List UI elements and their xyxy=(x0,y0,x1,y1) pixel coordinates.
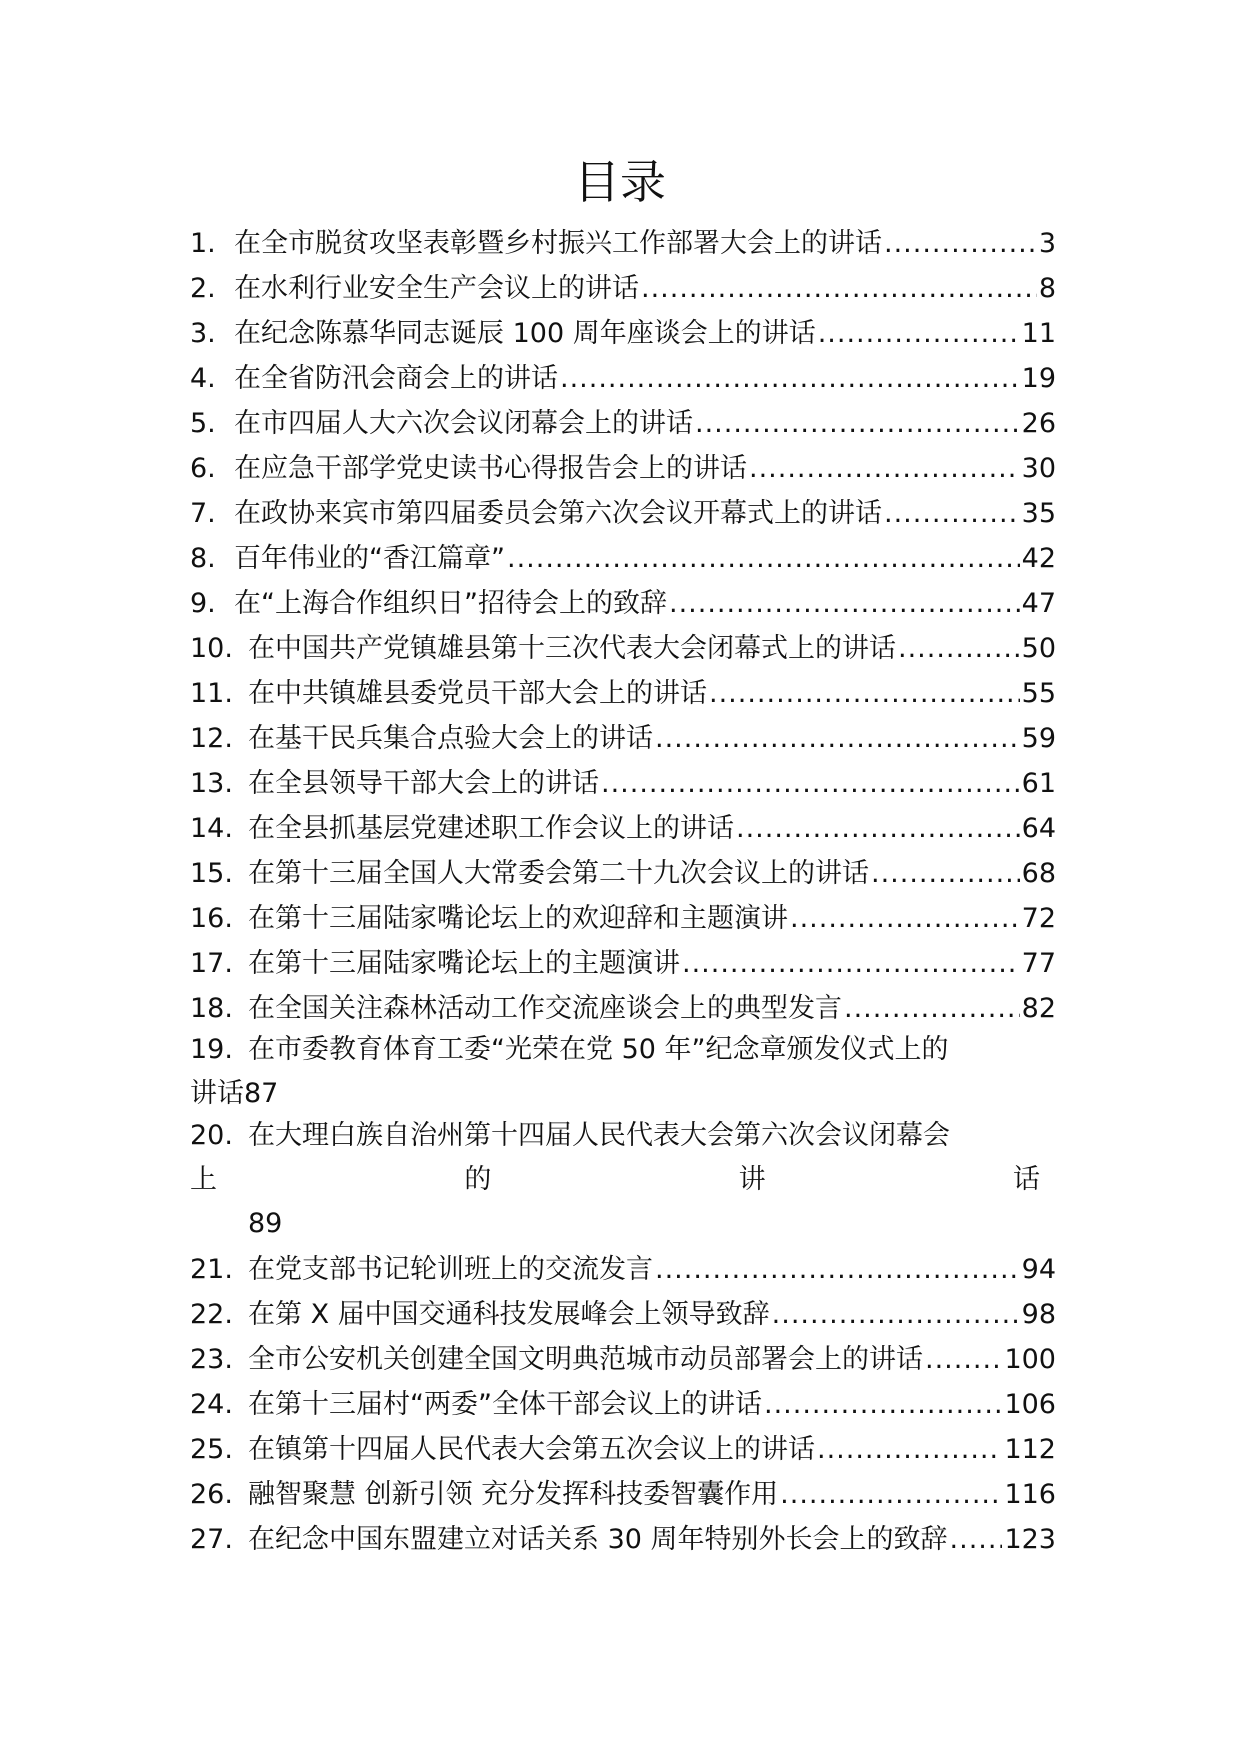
toc-entry[interactable] xyxy=(190,803,1056,848)
toc-entry[interactable] xyxy=(190,443,1056,488)
toc-leader-dots xyxy=(655,720,1020,758)
toc-entry-page: 100 xyxy=(1004,1344,1056,1375)
toc-leader-dots xyxy=(780,1476,1002,1514)
toc-entry-text: 在大理白族自治州第十四届人民代表大会第六次会议闭幕会 xyxy=(248,1120,950,1151)
toc-entry[interactable] xyxy=(190,1514,1056,1559)
toc-entry-number: 1. xyxy=(190,228,216,259)
toc-entry-19[interactable] xyxy=(190,1028,1040,1116)
toc-leader-dots xyxy=(764,1386,1002,1424)
toc-entry-number: 12. xyxy=(190,723,233,754)
toc-entry-page: 59 xyxy=(1021,723,1056,754)
toc-leader-dots xyxy=(749,450,1020,488)
toc-leader-dots xyxy=(884,225,1037,263)
toc-entry-text: 在第十三届陆家嘴论坛上的欢迎辞和主题演讲 xyxy=(248,903,788,934)
toc-leader-dots xyxy=(669,585,1020,623)
toc-leader-dots xyxy=(507,540,1020,578)
toc-entry[interactable] xyxy=(190,1469,1056,1514)
toc-entry-text: 在应急干部学党史读书心得报告会上的讲话 xyxy=(234,453,747,484)
toc-entry-text: 在全市脱贫攻坚表彰暨乡村振兴工作部署大会上的讲话 xyxy=(234,228,882,259)
toc-entry-number: 25. xyxy=(190,1434,233,1465)
toc-entry-text: 在第十三届全国人大常委会第二十九次会议上的讲话 xyxy=(248,858,869,889)
toc-entry-number: 27. xyxy=(190,1524,233,1555)
toc-entry[interactable] xyxy=(190,1289,1056,1334)
toc-entry-text: 在中国共产党镇雄县第十三次代表大会闭幕式上的讲话 xyxy=(248,633,896,664)
toc-entry-number: 20. xyxy=(190,1120,233,1151)
toc-entry-page: 89 xyxy=(248,1208,283,1239)
toc-entry[interactable] xyxy=(190,983,1056,1028)
toc-entry-page: 35 xyxy=(1021,498,1056,529)
toc-entry[interactable] xyxy=(190,263,1056,308)
toc-entry-text: 在市委教育体育工委“光荣在党 50 年”纪念章颁发仪式上的 xyxy=(248,1034,949,1065)
toc-entry-page: 30 xyxy=(1021,453,1056,484)
toc-entry-number: 2. xyxy=(190,273,216,304)
toc-entry-number: 9. xyxy=(190,588,216,619)
toc-entry[interactable] xyxy=(190,1334,1056,1379)
toc-leader-dots xyxy=(871,855,1020,893)
toc-entry-page: 50 xyxy=(1021,633,1056,664)
toc-entry[interactable] xyxy=(190,488,1056,533)
toc-entry-text: 全市公安机关创建全国文明典范城市动员部署会上的讲话 xyxy=(248,1344,923,1375)
toc-entry-text: 在基干民兵集合点验大会上的讲话 xyxy=(248,723,653,754)
toc-entry-number: 16. xyxy=(190,903,233,934)
toc-leader-dots xyxy=(844,990,1020,1028)
toc-entry-page: 82 xyxy=(1021,993,1056,1024)
toc-entry-number: 11. xyxy=(190,678,233,709)
toc-entry-text: 在全县抓基层党建述职工作会议上的讲话 xyxy=(248,813,734,844)
toc-entry-page: 106 xyxy=(1004,1389,1056,1420)
toc-entry[interactable] xyxy=(190,308,1056,353)
toc-leader-dots xyxy=(950,1521,1003,1559)
toc-entry-text: 在纪念陈慕华同志诞辰 100 周年座谈会上的讲话 xyxy=(234,318,816,349)
toc-entry-word: 话 xyxy=(1012,1164,1040,1195)
toc-entry-text: 在全省防汛会商会上的讲话 xyxy=(234,363,558,394)
toc-entry-page: 3 xyxy=(1038,228,1056,259)
toc-entry-text: 在“上海合作组织日”招待会上的致辞 xyxy=(234,588,667,619)
toc-entry-page: 11 xyxy=(1021,318,1056,349)
toc-entry-page: 98 xyxy=(1021,1299,1056,1330)
toc-entry-word: 上 xyxy=(190,1164,217,1195)
toc-entry-number: 18. xyxy=(190,993,233,1024)
toc-entry-text: 融智聚慧 创新引领 充分发挥科技委智囊作用 xyxy=(248,1479,779,1510)
toc-leader-dots xyxy=(818,315,1020,353)
toc-entry[interactable] xyxy=(190,398,1056,443)
toc-entry[interactable] xyxy=(190,938,1056,983)
toc-entry-number: 19. xyxy=(190,1034,233,1065)
toc-entry-page: 112 xyxy=(1004,1434,1056,1465)
toc-entry[interactable] xyxy=(190,353,1056,398)
toc-entry[interactable] xyxy=(190,578,1056,623)
toc-entry-text: 百年伟业的“香江篇章” xyxy=(234,543,505,574)
toc-leader-dots xyxy=(790,900,1020,938)
toc-entry-number: 13. xyxy=(190,768,233,799)
toc-leader-dots xyxy=(925,1341,1002,1379)
toc-entry-page: 116 xyxy=(1004,1479,1056,1510)
toc-entry-number: 8. xyxy=(190,543,216,574)
toc-entry-number: 6. xyxy=(190,453,216,484)
toc-entry-number: 7. xyxy=(190,498,216,529)
toc-entry-number: 24. xyxy=(190,1389,233,1420)
toc-entry-number: 23. xyxy=(190,1344,233,1375)
toc-leader-dots xyxy=(601,765,1020,803)
toc-entry-text: 在全县领导干部大会上的讲话 xyxy=(248,768,599,799)
toc-entry[interactable] xyxy=(190,533,1056,578)
toc-entry-page: 61 xyxy=(1021,768,1056,799)
toc-entry-text: 在全国关注森林活动工作交流座谈会上的典型发言 xyxy=(248,993,842,1024)
toc-entry-page: 26 xyxy=(1021,408,1056,439)
toc-leader-dots xyxy=(560,360,1020,398)
toc-entry[interactable] xyxy=(190,623,1056,668)
toc-entry-word: 讲 xyxy=(738,1164,766,1195)
toc-leader-dots xyxy=(736,810,1020,848)
toc-entry-text: 在中共镇雄县委党员干部大会上的讲话 xyxy=(248,678,707,709)
toc-entry-number: 10. xyxy=(190,633,233,664)
toc-entry[interactable] xyxy=(190,758,1056,803)
toc-entry[interactable] xyxy=(190,713,1056,758)
toc-entry-text: 在水利行业安全生产会议上的讲话 xyxy=(234,273,639,304)
toc-entry-number: 22. xyxy=(190,1299,233,1330)
toc-leader-dots xyxy=(772,1296,1020,1334)
toc-entry-page: 55 xyxy=(1021,678,1056,709)
toc-entry-text: 在镇第十四届人民代表大会第五次会议上的讲话 xyxy=(248,1434,815,1465)
toc-entry-page: 77 xyxy=(1021,948,1056,979)
toc-leader-dots xyxy=(695,405,1020,443)
toc-title: 目录 xyxy=(574,155,666,209)
toc-leader-dots xyxy=(641,270,1037,308)
toc-entry[interactable] xyxy=(190,668,1056,713)
toc-entry-number: 26. xyxy=(190,1479,233,1510)
toc-entry-page: 64 xyxy=(1021,813,1056,844)
toc-entry-text: 在市四届人大六次会议闭幕会上的讲话 xyxy=(234,408,693,439)
toc-entry[interactable] xyxy=(190,848,1056,893)
toc-entry-text: 在第 X 届中国交通科技发展峰会上领导致辞 xyxy=(248,1299,770,1330)
toc-entry-number: 3. xyxy=(190,318,216,349)
toc-leader-dots xyxy=(817,1431,1002,1469)
toc-entry-page: 94 xyxy=(1021,1254,1056,1285)
toc-entry[interactable] xyxy=(190,1379,1056,1424)
toc-entry-page: 123 xyxy=(1004,1524,1056,1555)
toc-entry-word: 的 xyxy=(464,1164,492,1195)
toc-entry-text: 在第十三届村“两委”全体干部会议上的讲话 xyxy=(248,1389,762,1420)
toc-entry[interactable] xyxy=(190,893,1056,938)
toc-entry-number: 5. xyxy=(190,408,216,439)
toc-entry-text: 在政协来宾市第四届委员会第六次会议开幕式上的讲话 xyxy=(234,498,882,529)
toc-entry-justified-line xyxy=(190,1158,1040,1202)
toc-entry-page: 19 xyxy=(1021,363,1056,394)
toc-entry-number: 4. xyxy=(190,363,216,394)
toc-entry-number: 15. xyxy=(190,858,233,889)
toc-entry-20[interactable] xyxy=(190,1114,1040,1246)
toc-entry-continuation: 讲话87 xyxy=(190,1078,279,1109)
toc-entry-page: 72 xyxy=(1021,903,1056,934)
toc-entry[interactable] xyxy=(190,1424,1056,1469)
toc-leader-dots xyxy=(898,630,1020,668)
toc-leader-dots xyxy=(682,945,1020,983)
toc-entry-page: 68 xyxy=(1021,858,1056,889)
toc-entry-number: 14. xyxy=(190,813,233,844)
toc-entry-number: 21. xyxy=(190,1254,233,1285)
toc-list xyxy=(190,218,1056,1559)
toc-entry-page: 42 xyxy=(1021,543,1056,574)
toc-entry-page: 47 xyxy=(1021,588,1056,619)
toc-entry-text: 在第十三届陆家嘴论坛上的主题演讲 xyxy=(248,948,680,979)
toc-entry[interactable] xyxy=(190,1244,1056,1289)
toc-entry-text: 在党支部书记轮训班上的交流发言 xyxy=(248,1254,653,1285)
toc-leader-dots xyxy=(884,495,1020,533)
toc-entry-number: 17. xyxy=(190,948,233,979)
toc-entry-page: 8 xyxy=(1038,273,1056,304)
toc-entry[interactable] xyxy=(190,218,1056,263)
toc-leader-dots xyxy=(655,1251,1020,1289)
toc-leader-dots xyxy=(709,675,1020,713)
toc-entry-text: 在纪念中国东盟建立对话关系 30 周年特别外长会上的致辞 xyxy=(248,1524,948,1555)
